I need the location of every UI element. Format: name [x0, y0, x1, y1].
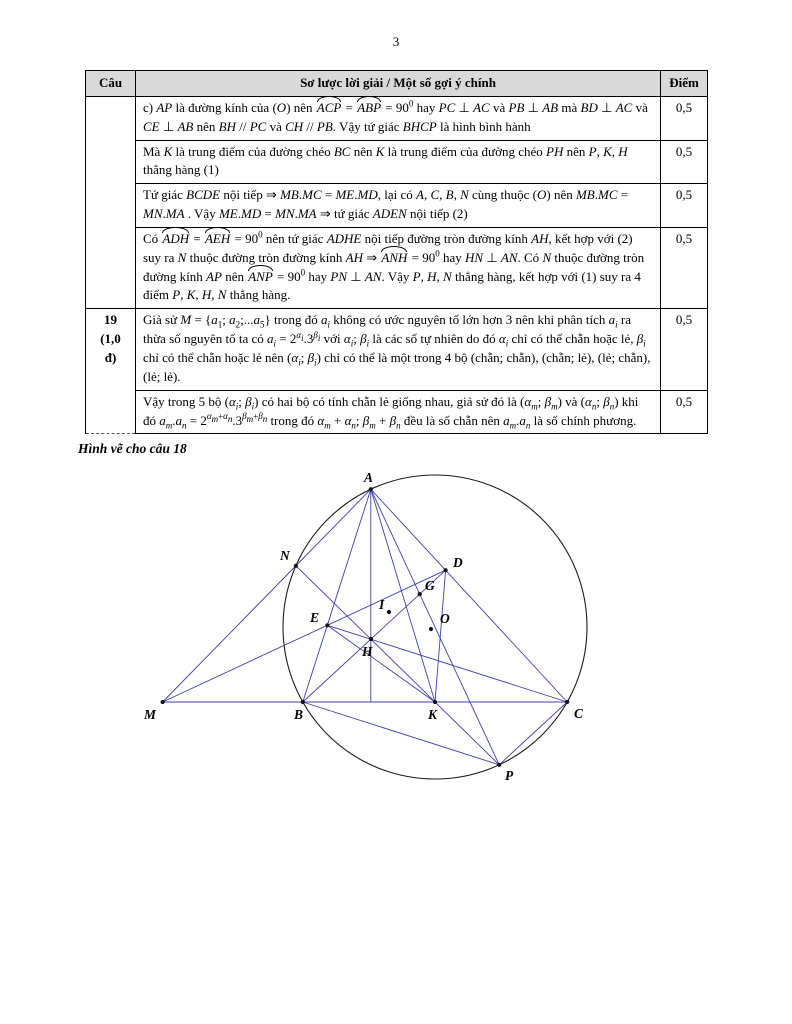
solution-text: Giả sử $M = \{a_1$; $a_2;...a_5$} trong đó $a_i$ không có ước nguyên tố lớn hơn 3 nên khi phân tích $a_i$ ra thừa số nguyên tố ta có $a_i = 2^{\alpha_i}.3^{\beta_i}$ với $\alpha_i$; $\beta_i$ là các số tự nhiên do đó $\alpha_i$ chỉ có thể chẵn hoặc lẻ, $\beta_i$ chỉ có thể chẵn hoặc lẻ nên ($\alpha_i$; $\beta_i$) chỉ có thể là một trong 4 bộ (chẵn; chẵn), (chẵn; lẻ), (lẻ; chẵn), (lẻ; lẻ).	[136, 309, 661, 390]
solution-text: Có ADH = AEH = $90^0$ nên tứ giác ADHE nội tiếp đường tròn đường kính AH, kết hợp với (2) suy ra N thuộc đường tròn đường kính AH ⇒ ANH = $90^0$ hay HN ⊥ AN. Có N thuộc đường tròn đường kính AP nên ANP = $90^0$ hay PN ⊥ AN. Vậy P, H, N thẳng hàng, kết hợp với (1) suy ra 4 điểm P, K, H, N thẳng hàng.	[136, 227, 661, 308]
solution-row	[86, 309, 708, 390]
segment-C-P	[499, 702, 567, 765]
question-cell-18	[86, 96, 136, 308]
label-B: B	[294, 707, 304, 723]
solution-text: Mà K là trung điểm của đường chéo BC nên K là trung điểm của đường chéo PH nên P, K, H thẳng hàng (1)	[136, 140, 661, 184]
solution-row	[86, 390, 708, 434]
segment-A-P	[371, 490, 499, 766]
label-E: E	[310, 610, 320, 626]
solution-row	[86, 140, 708, 184]
label-C: C	[574, 706, 584, 722]
point-H	[369, 637, 373, 641]
label-N: N	[280, 548, 290, 564]
point-A	[369, 487, 373, 491]
score-cell: 0,5	[661, 96, 708, 140]
solution-row	[86, 227, 708, 308]
label-M: M	[144, 707, 157, 723]
question-number: 19	[104, 312, 117, 328]
point-K	[433, 700, 437, 704]
score-cell: 0,5	[661, 140, 708, 184]
point-B	[301, 700, 305, 704]
header-solution: Sơ lược lời giải / Một số gợi ý chính	[136, 71, 661, 97]
header-question: Câu	[86, 71, 136, 97]
point-I	[387, 610, 391, 614]
header-score: Điểm	[661, 71, 708, 97]
point-N	[294, 564, 298, 568]
solution-text: Tứ giác BCDE nội tiếp ⇒ MB.MC = ME.MD, lại có A, C, B, N cùng thuộc (O) nên MB.MC = MN.MA . Vậy ME.MD = MN.MA ⇒ tứ giác ADEN nội tiếp (2)	[136, 184, 661, 228]
label-I: I	[379, 597, 385, 613]
solution-text: Vậy trong 5 bộ ($\alpha_i$; $\beta_i$) có hai bộ có tính chẵn lẻ giống nhau, giả sử đó là ($\alpha_m$; $\beta_m$) và ($\alpha_n$; $\beta_n$) khi đó $a_m.a_n = 2^{\alpha_m+\alpha_n}.3^{\beta_m+\beta_n}$ trong đó $\alpha_m + \alpha_n$; $\beta_m + \beta_n$ đều là số chẵn nên $a_m.a_n$ là số chính phương.	[136, 390, 661, 434]
figure-caption: Hình vẽ cho câu 18	[78, 441, 187, 457]
segment-E-K	[327, 626, 435, 703]
point-O	[429, 627, 433, 631]
score-cell: 0,5	[661, 227, 708, 308]
point-D	[444, 568, 448, 572]
solution-row	[86, 96, 708, 140]
label-K: K	[428, 707, 438, 723]
segment-B-P	[303, 702, 499, 765]
answer-table	[85, 70, 708, 434]
table-header-row	[86, 71, 708, 97]
segment-A-C	[371, 490, 567, 703]
score-cell: 0,5	[661, 309, 708, 390]
label-P: P	[505, 768, 514, 784]
solution-row	[86, 184, 708, 228]
label-G: G	[425, 578, 435, 594]
geometry-figure	[0, 459, 792, 804]
point-C	[565, 700, 569, 704]
point-M	[161, 700, 165, 704]
segment-D-K	[435, 571, 446, 703]
point-P	[497, 763, 501, 767]
solution-text: c) AP là đường kính của (O) nên ACP = ABP = $90^0$ hay PC ⊥ AC và PB ⊥ AB mà BD ⊥ AC và CE ⊥ AB nên BH // PC và CH // PB. Vậy tứ giác BHCP là hình bình hành	[136, 96, 661, 140]
label-D: D	[453, 555, 463, 571]
segment-M-D	[163, 571, 446, 703]
point-E	[325, 624, 329, 628]
question-cell-19	[86, 309, 136, 434]
page-number: 3	[392, 34, 400, 49]
score-cell: 0,5	[661, 184, 708, 228]
point-G	[418, 592, 422, 596]
segment-M-A	[163, 490, 371, 703]
question-score: (1,0 đ)	[100, 331, 121, 365]
score-cell: 0,5	[661, 390, 708, 434]
label-O: O	[440, 611, 450, 627]
label-H: H	[362, 644, 373, 660]
label-A: A	[364, 470, 374, 486]
